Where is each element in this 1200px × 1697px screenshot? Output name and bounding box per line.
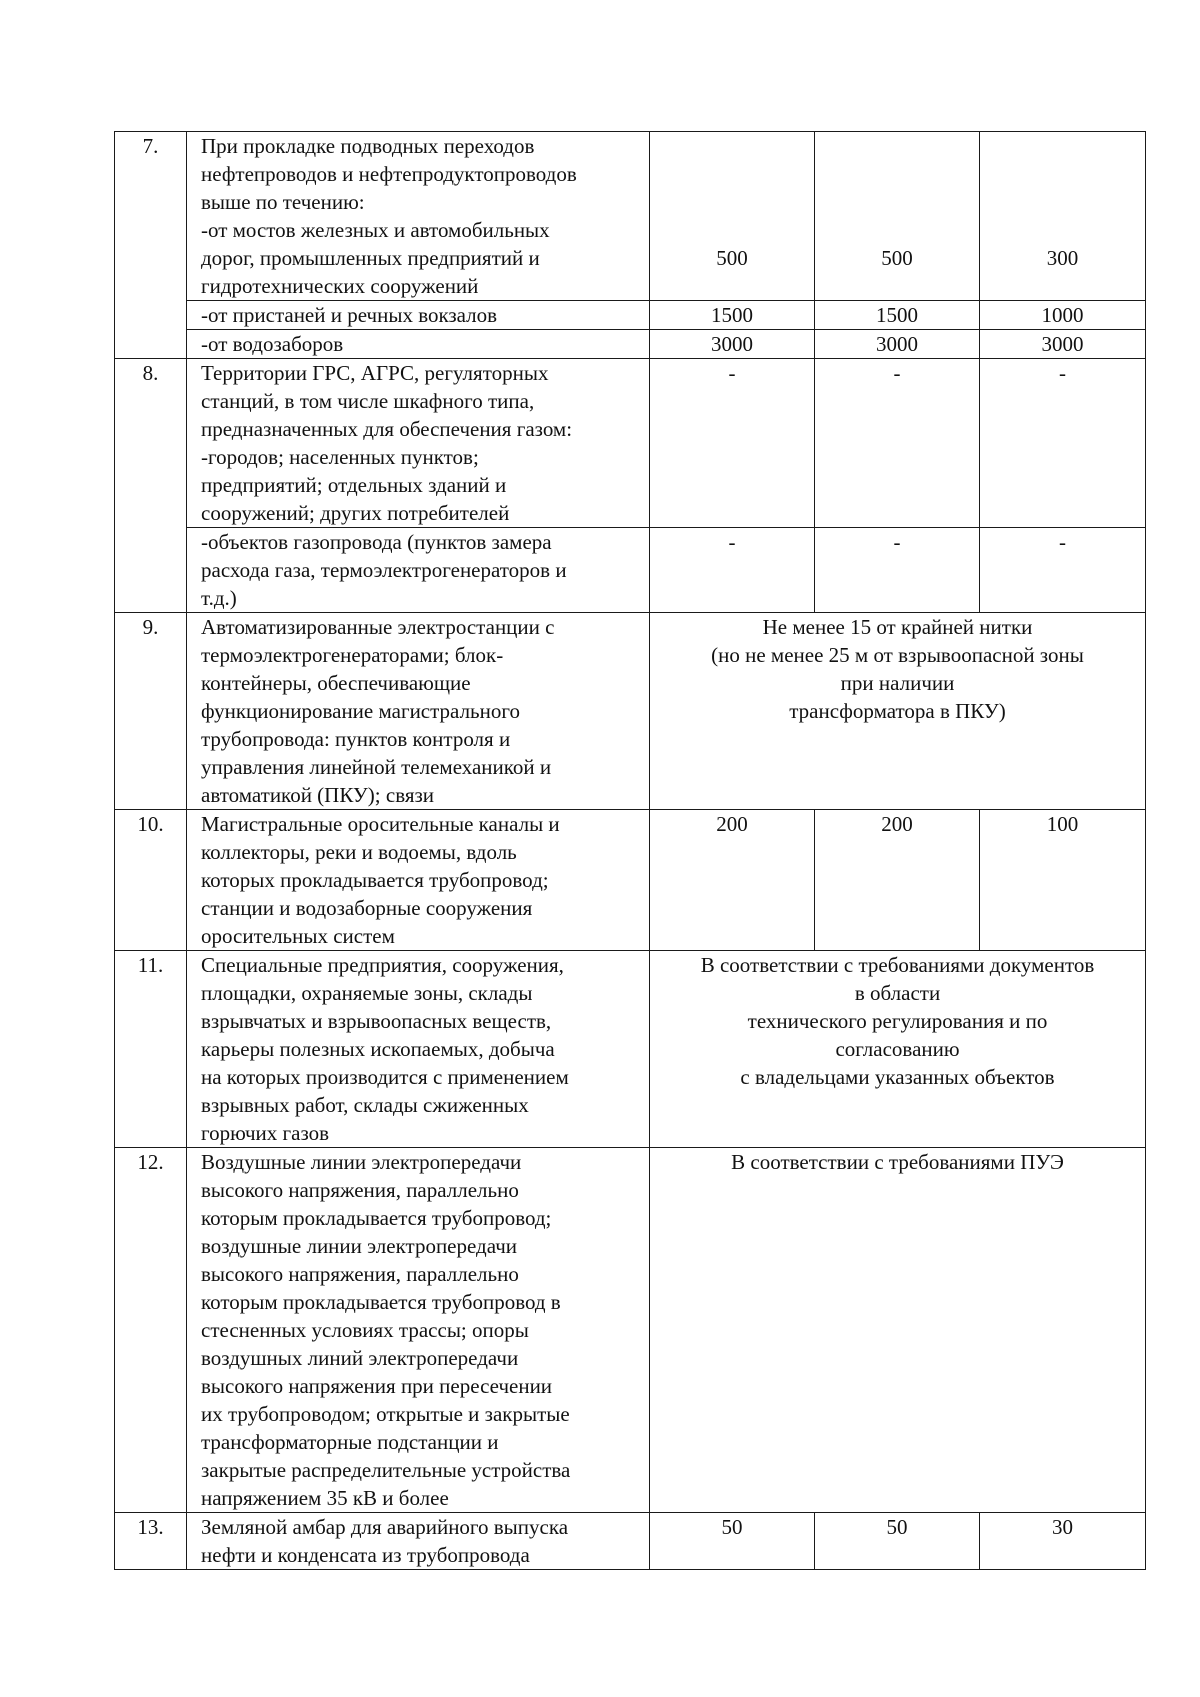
desc-line: высокого напряжения при пересечении [201, 1374, 553, 1398]
desc-line: Специальные предприятия, сооружения, [201, 953, 564, 977]
row-number: 10. [115, 810, 187, 951]
value-cell: - [815, 359, 980, 528]
desc-line: контейнеры, обеспечивающие [201, 671, 471, 695]
distance-norms-table [114, 131, 1146, 1570]
desc-line: стесненных условиях трассы; опоры [201, 1318, 529, 1342]
desc-line: При прокладке подводных переходов [201, 134, 535, 158]
value-cell: - [980, 359, 1146, 528]
desc-line: высокого напряжения, параллельно [201, 1178, 519, 1202]
desc-line: выше по течению: [201, 190, 365, 214]
row-description [187, 359, 650, 528]
table-row [115, 613, 1146, 810]
desc-line: закрытые распределительные устройства [201, 1458, 571, 1482]
value-cell: 200 [650, 810, 815, 951]
merged-line: трансформатора в ПКУ) [789, 699, 1006, 723]
table-subrow [115, 330, 1146, 359]
desc-line: предназначенных для обеспечения газом: [201, 417, 573, 441]
desc-line: взрывчатых и взрывоопасных веществ, [201, 1009, 552, 1033]
desc-line: трубопровода: пунктов контроля и [201, 727, 511, 751]
desc-line: коллекторы, реки и водоемы, вдоль [201, 840, 517, 864]
desc-line: воздушные линии электропередачи [201, 1234, 518, 1258]
merged-line: В соответствии с требованиями документов [700, 953, 1095, 977]
desc-line: горючих газов [201, 1121, 330, 1145]
value-text: 500 [716, 246, 748, 270]
desc-line: Магистральные оросительные каналы и [201, 812, 560, 836]
value-cell: - [650, 528, 815, 613]
merged-value-cell [650, 1148, 1146, 1513]
desc-line: дорог, промышленных предприятий и [201, 246, 540, 270]
row-description [187, 528, 650, 613]
merged-line: при наличии [840, 671, 955, 695]
desc-line: высокого напряжения, параллельно [201, 1262, 519, 1286]
desc-line: нефтепроводов и нефтепродуктопроводов [201, 162, 577, 186]
value-cell: - [980, 528, 1146, 613]
desc-line: Земляной амбар для аварийного выпуска [201, 1515, 569, 1539]
value-cell: - [650, 359, 815, 528]
row-number: 12. [115, 1148, 187, 1513]
table-row [115, 1148, 1146, 1513]
row-description [187, 613, 650, 810]
desc-line: оросительных систем [201, 924, 395, 948]
desc-line: напряжением 35 кВ и более [201, 1486, 449, 1510]
row-description [187, 1513, 650, 1570]
desc-line: функционирование магистрального [201, 699, 520, 723]
desc-line: предприятий; отдельных зданий и [201, 473, 507, 497]
value-cell: 100 [980, 810, 1146, 951]
value-text: 500 [881, 246, 913, 270]
value-cell: 30 [980, 1513, 1146, 1570]
desc-line: термоэлектрогенераторами; блок- [201, 643, 504, 667]
desc-line: нефти и конденсата из трубопровода [201, 1543, 530, 1567]
desc-line: Автоматизированные электростанции с [201, 615, 555, 639]
desc-line: управления линейной телемеханикой и [201, 755, 552, 779]
table-row [115, 132, 1146, 301]
table-row [115, 359, 1146, 528]
value-cell: - [815, 528, 980, 613]
desc-line: которым прокладывается трубопровод; [201, 1206, 552, 1230]
desc-line: автоматикой (ПКУ); связи [201, 783, 435, 807]
value-cell: 1500 [650, 301, 815, 330]
desc-line: -городов; населенных пунктов; [201, 445, 479, 469]
row-number: 8. [115, 359, 187, 613]
desc-line: площадки, охраняемые зоны, склады [201, 981, 533, 1005]
desc-line: карьеры полезных ископаемых, добыча [201, 1037, 555, 1061]
value-cell: 200 [815, 810, 980, 951]
desc-line: -объектов газопровода (пунктов замера [201, 530, 552, 554]
table-row [115, 810, 1146, 951]
row-description: -от пристаней и речных вокзалов [187, 301, 650, 330]
table-row [115, 951, 1146, 1148]
desc-line: сооружений; других потребителей [201, 501, 510, 525]
desc-line: гидротехнических сооружений [201, 274, 479, 298]
merged-line: технического регулирования и по [747, 1009, 1048, 1033]
desc-line: т.д.) [201, 586, 237, 610]
value-text: 300 [1046, 246, 1079, 270]
desc-line: трансформаторные подстанции и [201, 1430, 499, 1454]
desc-line: станции и водозаборные сооружения [201, 896, 533, 920]
value-cell [980, 132, 1146, 301]
row-description [187, 1148, 650, 1513]
value-cell: 1000 [980, 301, 1146, 330]
merged-line: с владельцами указанных объектов [740, 1065, 1055, 1089]
desc-line: расхода газа, термоэлектрогенераторов и [201, 558, 567, 582]
value-cell: 50 [815, 1513, 980, 1570]
row-number: 9. [115, 613, 187, 810]
desc-line: на которых производится с применением [201, 1065, 569, 1089]
desc-line: которых прокладывается трубопровод; [201, 868, 549, 892]
row-description [187, 132, 650, 301]
table-subrow [115, 528, 1146, 613]
row-number: 13. [115, 1513, 187, 1570]
desc-line: Территории ГРС, АГРС, регуляторных [201, 361, 549, 385]
desc-line: взрывных работ, склады сжиженных [201, 1093, 529, 1117]
value-cell: 50 [650, 1513, 815, 1570]
row-number: 7. [115, 132, 187, 359]
row-number: 11. [115, 951, 187, 1148]
value-cell: 1500 [815, 301, 980, 330]
merged-value-cell [650, 951, 1146, 1148]
desc-line: станций, в том числе шкафного типа, [201, 389, 535, 413]
desc-line: -от мостов железных и автомобильных [201, 218, 550, 242]
merged-line: Не менее 15 от крайней нитки [762, 615, 1033, 639]
row-description: -от водозаборов [187, 330, 650, 359]
value-cell: 3000 [815, 330, 980, 359]
row-description [187, 810, 650, 951]
merged-line: (но не менее 25 м от взрывоопасной зоны [711, 643, 1084, 667]
table-subrow [115, 301, 1146, 330]
value-cell: 3000 [980, 330, 1146, 359]
merged-line: в области [854, 981, 941, 1005]
desc-line: воздушных линий электропередачи [201, 1346, 519, 1370]
desc-line: их трубопроводом; открытые и закрытые [201, 1402, 570, 1426]
value-cell [815, 132, 980, 301]
value-cell [650, 132, 815, 301]
row-description [187, 951, 650, 1148]
desc-line: Воздушные линии электропередачи [201, 1150, 522, 1174]
desc-line: которым прокладывается трубопровод в [201, 1290, 561, 1314]
value-cell: 3000 [650, 330, 815, 359]
merged-line: согласованию [835, 1037, 960, 1061]
table-row [115, 1513, 1146, 1570]
merged-line: В соответствии с требованиями ПУЭ [731, 1150, 1064, 1174]
merged-value-cell [650, 613, 1146, 810]
